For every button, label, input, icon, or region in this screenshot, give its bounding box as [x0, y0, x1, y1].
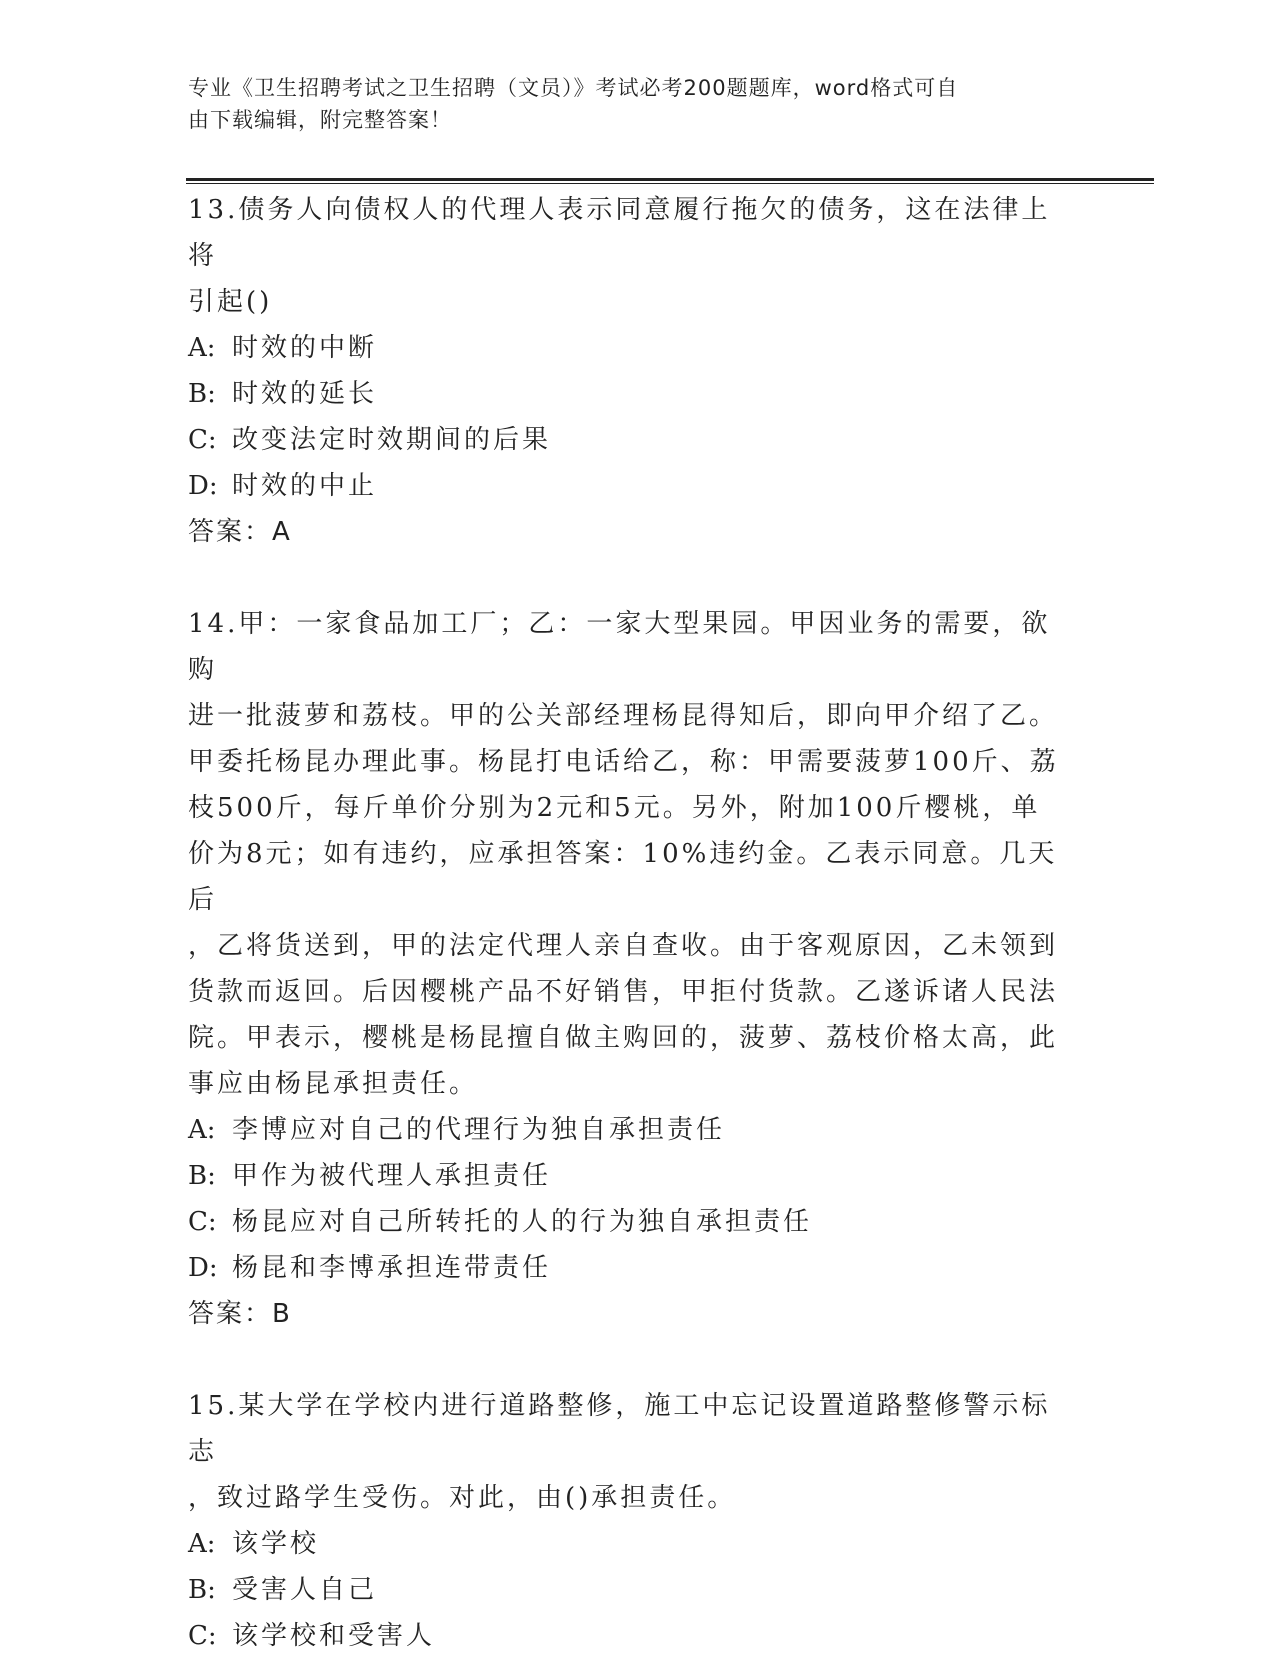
answer-line: 答案：B: [188, 1299, 292, 1329]
question-stem-line: 进一批菠萝和荔枝。甲的公关部经理杨昆得知后，即向甲介绍了乙。: [188, 701, 1059, 731]
option-c: [188, 1613, 1078, 1659]
option-letter: B:: [188, 379, 216, 409]
header-rule-thick: [186, 178, 1154, 181]
question-stem-line: 甲委托杨昆办理此事。杨昆打电话给乙，称：甲需要菠萝100斤、荔: [188, 747, 1059, 777]
question-stem-line: ，致过路学生受伤。对此，由()承担责任。: [188, 1483, 737, 1513]
option-b: [188, 371, 1078, 417]
question-14: [188, 601, 1078, 1337]
option-letter: C:: [188, 1621, 217, 1651]
question-stem-line: 引起(): [188, 287, 273, 317]
option-letter: C:: [188, 1207, 217, 1237]
option-a: [188, 325, 1078, 371]
option-text: 杨昆和李博承担连带责任: [232, 1253, 552, 1283]
question-stem-line: 14.甲：一家食品加工厂；乙：一家大型果园。甲因业务的需要，欲购: [188, 609, 1051, 685]
option-letter: B:: [188, 1575, 216, 1605]
option-text: 杨昆应对自己所转托的人的行为独自承担责任: [232, 1207, 813, 1237]
option-text: 改变法定时效期间的后果: [232, 425, 552, 455]
option-text: 该学校: [232, 1529, 320, 1559]
option-text: 时效的中止: [232, 471, 378, 501]
question-stem-line: 价为8元；如有违约，应承担答案：10%违约金。乙表示同意。几天后: [188, 839, 1058, 915]
option-letter: C:: [188, 425, 217, 455]
header-line-1: 专业《卫生招聘考试之卫生招聘（文员）》考试必考200题题库，word格式可自: [188, 76, 959, 100]
header-rule-thin: [186, 183, 1154, 184]
option-c: [188, 1199, 1078, 1245]
option-text: 李博应对自己的代理行为独自承担责任: [232, 1115, 726, 1145]
option-letter: A:: [188, 1529, 216, 1559]
question-list: [188, 187, 1078, 1659]
option-letter: A:: [188, 1115, 216, 1145]
spacer: [188, 555, 1078, 601]
option-a: [188, 1521, 1078, 1567]
option-text: 时效的延长: [232, 379, 378, 409]
option-letter: D:: [188, 1253, 218, 1283]
option-text: 时效的中断: [232, 333, 378, 363]
option-b: [188, 1567, 1078, 1613]
option-text: 该学校和受害人: [232, 1621, 436, 1651]
question-stem-line: 院。甲表示，樱桃是杨昆擅自做主购回的，菠萝、荔枝价格太高，此: [188, 1023, 1059, 1053]
question-13: [188, 187, 1078, 555]
question-stem-line: 15.某大学在学校内进行道路整修，施工中忘记设置道路整修警示标志: [188, 1391, 1051, 1467]
question-stem-line: 货款而返回。后因樱桃产品不好销售，甲拒付货款。乙遂诉诸人民法: [188, 977, 1059, 1007]
option-text: 受害人自己: [232, 1575, 378, 1605]
option-letter: B:: [188, 1161, 216, 1191]
option-c: [188, 417, 1078, 463]
answer-line: 答案：A: [188, 517, 292, 547]
option-b: [188, 1153, 1078, 1199]
spacer: [188, 1337, 1078, 1383]
option-d: [188, 1245, 1078, 1291]
question-15: [188, 1383, 1078, 1659]
option-d: [188, 463, 1078, 509]
option-text: 甲作为被代理人承担责任: [232, 1161, 552, 1191]
document-header: [188, 72, 1068, 136]
question-stem-line: 枝500斤，每斤单价分别为2元和5元。另外，附加100斤樱桃，单: [188, 793, 1041, 823]
header-line-2: 由下载编辑，附完整答案！: [188, 108, 452, 132]
option-letter: A:: [188, 333, 216, 363]
question-stem-line: ，乙将货送到，甲的法定代理人亲自查收。由于客观原因，乙未领到: [188, 931, 1059, 961]
option-letter: D:: [188, 471, 218, 501]
option-a: [188, 1107, 1078, 1153]
question-stem-line: 事应由杨昆承担责任。: [188, 1069, 479, 1099]
question-stem-line: 13.债务人向债权人的代理人表示同意履行拖欠的债务，这在法律上将: [188, 195, 1051, 271]
